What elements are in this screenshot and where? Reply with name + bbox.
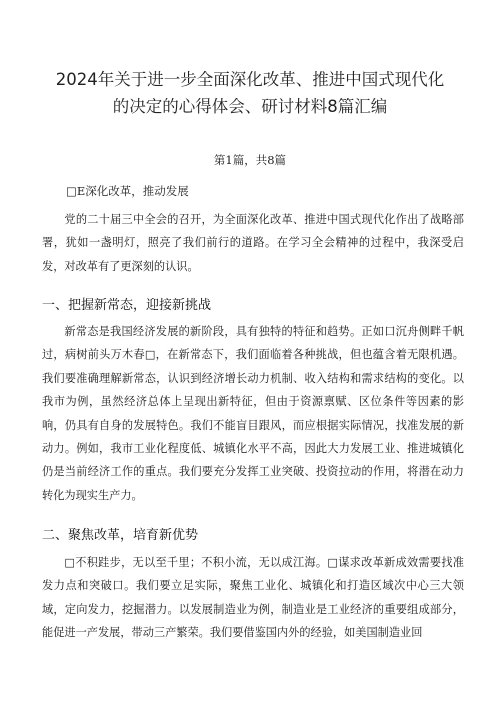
section-2-paragraph: □不积跬步，无以至千里；不积小流，无以成江海。□谋求改革新成效需要找准发力点和突破口。我们要立足实际，聚焦工业化、城镇化和打造区域次中心三大领域，定向发力，挖掘潜力。以发展制造业为例，制造业是工业经济的重要组成部分，能促进一产发展，带动三产繁荣。我们要借鉴国内外的经验，如美国制造业回 — [42, 556, 464, 640]
title-line-2: 的决定的心得体会、研讨材料8篇汇编 — [112, 97, 388, 116]
article-tagline: □E深化改革，推动发展 — [66, 184, 189, 198]
document-title — [30, 66, 470, 120]
section-2-heading: 二、聚焦改革，培育新优势 — [42, 528, 199, 543]
section-1-paragraph: 新常态是我国经济发展的新阶段，具有独特的特征和趋势。正如口沉舟侧畔千帆过，病树前头万木春□，在新常态下，我们面临着各种挑战，但也蕴含着无限机遇。我们要准确理解新常态，认识到经济增长动力机制、收入结构和需求结构的变化。以我市为例，虽然经济总体上呈现出新特征，但由于资源禀赋、区位条件等因素的影响，仍具有自身的发展特色。我们不能盲目跟风，而应根据实际情况，找准发展的新动力。例如，我市工业化程度低、城镇化水平不高，因此大力发展工业、推进城镇化仍是当前经济工作的重点。我们要充分发挥工业突破、投资拉动的作用，将潜在动力转化为现实生产力。 — [42, 325, 464, 502]
intro-paragraph: 党的二十届三中全会的召开，为全面深化改革、推进中国式现代化作出了战略部署，犹如一盏明灯，照亮了我们前行的道路。在学习全会精神的过程中，我深受启发，对改革有了更深刻的认识。 — [42, 213, 464, 273]
title-line-1: 2024年关于进一步全面深化改革、推进中国式现代化 — [55, 70, 445, 89]
page-indicator: 第1篇，共8篇 — [213, 153, 287, 167]
section-1-heading: 一、把握新常态，迎接新挑战 — [42, 298, 212, 313]
